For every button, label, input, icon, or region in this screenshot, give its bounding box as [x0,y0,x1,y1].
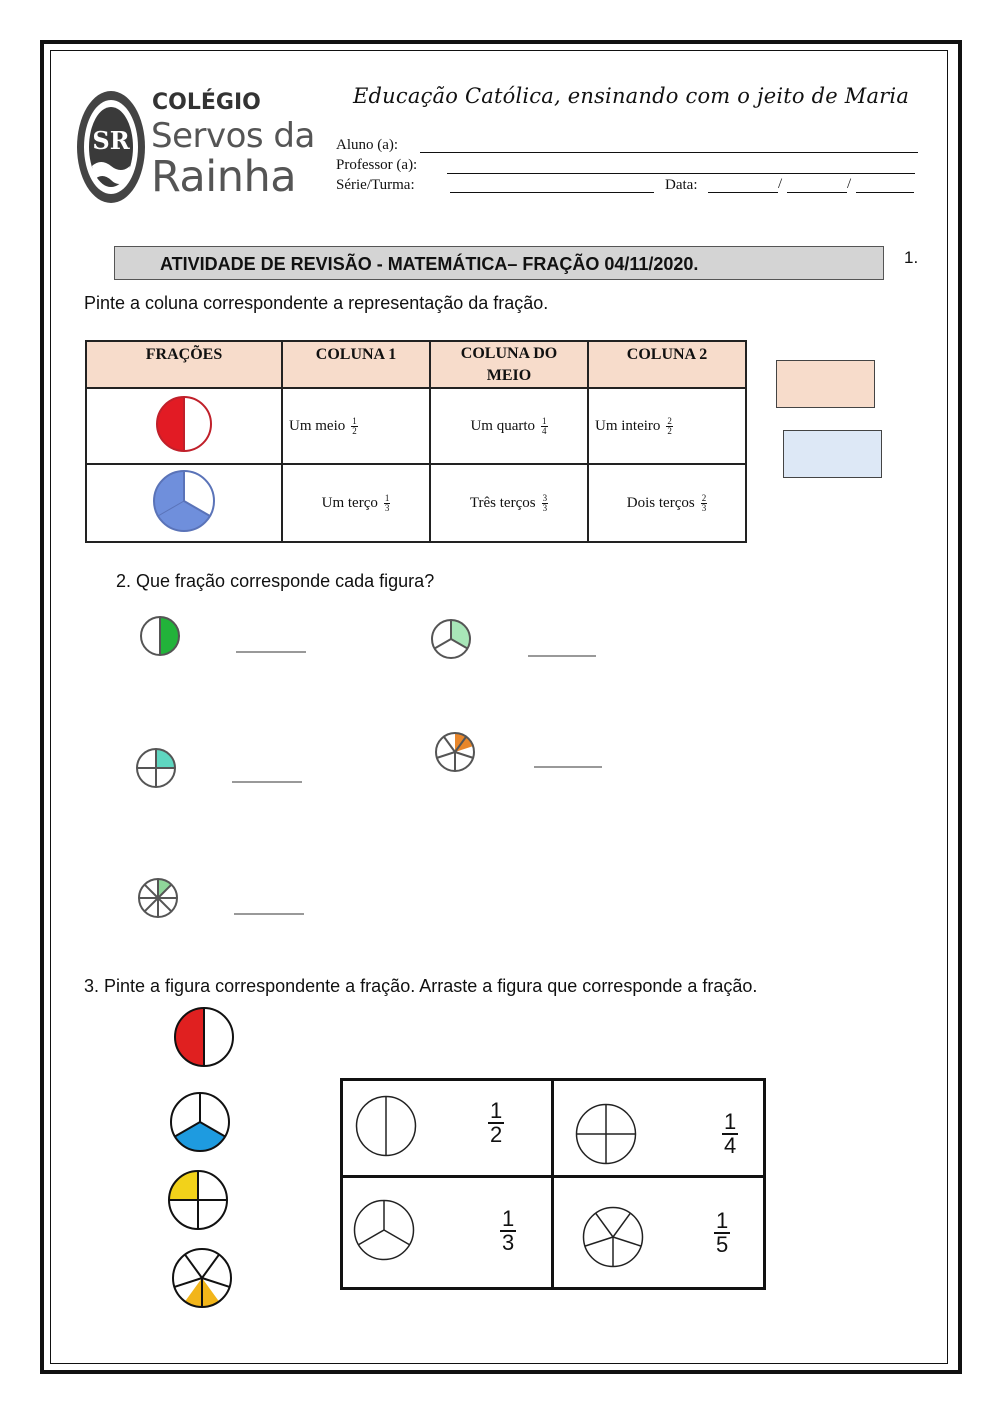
thirds-blue-circle-icon [151,468,217,534]
grid-divider-vertical [551,1078,554,1290]
target-fraction-half [488,1100,504,1146]
school-logo [74,88,148,206]
fraction [666,417,673,436]
fraction [701,494,708,513]
denominator: 2 [490,1122,503,1147]
professor-label: Professor (a): [336,157,418,173]
filled-sector [175,1122,225,1151]
cell-text: Três terços [469,494,536,511]
denominator: 3 [384,502,390,513]
numerator: 1 [542,415,547,426]
serie-field[interactable] [450,192,654,193]
color-swatch-blue[interactable] [783,430,882,478]
q2-figure-fifths [431,730,479,774]
activity-title-banner: ATIVIDADE DE REVISÃO - MATEMÁTICA– FRAÇÃO 04/11/2020. [114,246,884,280]
denominator: 3 [701,502,707,513]
date-sep-1: / [778,176,783,192]
divider-line [202,1255,219,1278]
divider-line [384,1230,410,1245]
divider-line [358,1230,384,1245]
cell-col1-row2[interactable] [282,464,430,542]
serie-label: Série/Turma: [336,177,415,193]
denominator: 2 [352,425,357,436]
divider-line [455,752,473,758]
fractions-table [85,340,747,543]
numerator: 1 [384,492,390,503]
q2-answer-line-5[interactable] [234,913,304,915]
logo-text-rainha: Rainha [151,152,297,202]
divider-line [145,898,158,911]
date-year-field[interactable] [856,192,914,193]
filled-sector [175,1008,204,1066]
denominator: 3 [542,502,548,513]
q2-figure-halves [136,614,184,658]
numerator: 1 [716,1208,729,1233]
cell-text: Um quarto [470,417,536,434]
cell-text: Dois terços [626,494,695,511]
grid-divider-horizontal [340,1175,766,1178]
question-number-1: 1. [904,248,919,267]
q2-answer-line-2[interactable] [528,655,596,657]
target-circle-thirds[interactable] [350,1198,418,1262]
denominator: 4 [724,1133,737,1158]
draggable-half-circle[interactable] [170,1005,238,1069]
q2-figure-quarters [132,746,180,790]
numerator: 2 [667,415,672,426]
denominator: 3 [502,1230,515,1255]
divider-line [435,639,451,649]
date-day-field[interactable] [708,192,778,193]
date-month-field[interactable] [787,192,847,193]
cell-text: Um meio [289,417,346,434]
figure-cell-half [86,388,282,464]
header-coluna-meio-label: COLUNA DO MEIO [460,345,558,384]
q3-instruction: 3. Pinte a figura correspondente a fração. Arraste a figura que corresponde a fração. [84,976,758,996]
header-coluna-meio [430,341,588,388]
q2-figure-thirds [427,617,475,661]
draggable-fifth-circle[interactable] [168,1246,236,1310]
divider-line [185,1255,202,1278]
target-circle-quarters[interactable] [572,1102,640,1166]
color-swatch-peach[interactable] [776,360,875,408]
figure-cell-thirds [86,464,282,542]
fraction [351,417,358,436]
aluno-field[interactable] [420,152,918,153]
date-sep-2: / [847,176,852,192]
numerator: 1 [490,1098,503,1123]
numerator: 1 [502,1206,515,1231]
target-fraction-quarter [722,1111,738,1157]
numerator: 3 [542,492,548,503]
cell-col2-row2[interactable] [588,464,746,542]
target-fraction-fifth [714,1210,730,1256]
q2-answer-line-4[interactable] [534,766,602,768]
divider-line [613,1237,641,1246]
cell-mid-row1[interactable] [430,388,588,464]
numerator: 1 [352,415,357,426]
divider-line [437,752,455,758]
cell-col2-row1[interactable] [588,388,746,464]
divider-line [158,898,171,911]
fraction [384,494,391,513]
divider-line [444,737,455,752]
divider-line [145,885,158,898]
denominator: 5 [716,1232,729,1257]
professor-field[interactable] [447,173,915,174]
target-circle-fifths[interactable] [579,1205,647,1269]
target-circle-halves[interactable] [352,1094,420,1158]
logo-monogram: SR [92,126,130,155]
draggable-third-circle[interactable] [166,1090,234,1154]
q2-answer-line-3[interactable] [232,781,302,783]
aluno-label: Aluno (a): [336,137,399,153]
q2-figure-eighths [134,876,182,920]
cell-mid-row2[interactable] [430,464,588,542]
school-motto: Educação Católica, ensinando com o jeito de Maria [353,84,910,108]
q2-instruction: 2. Que fração corresponde cada figura? [116,571,435,591]
half-red-circle-icon [154,394,214,454]
divider-line [613,1213,630,1237]
cell-col1-row1[interactable] [282,388,430,464]
data-label: Data: [665,177,698,193]
header-fracoes: FRAÇÕES [86,341,282,388]
filled-sector [160,617,179,655]
target-fraction-third [500,1208,516,1254]
numerator: 2 [701,492,707,503]
fraction [542,494,549,513]
draggable-quarter-circle[interactable] [164,1168,232,1232]
header-coluna-1: COLUNA 1 [282,341,430,388]
cell-text: Um terço [321,494,378,511]
header-coluna-2: COLUNA 2 [588,341,746,388]
q1-instruction: Pinte a coluna correspondente a representação da fração. [84,293,549,313]
divider-line [596,1213,613,1237]
logo-text-servos: Servos da [151,116,315,156]
logo-text-colegio: COLÉGIO [152,90,261,115]
fraction [541,417,548,436]
denominator: 4 [542,425,547,436]
denominator: 2 [667,425,672,436]
divider-line [585,1237,613,1246]
q2-answer-line-1[interactable] [236,651,306,653]
cell-text: Um inteiro [595,417,661,434]
numerator: 1 [724,1109,737,1134]
